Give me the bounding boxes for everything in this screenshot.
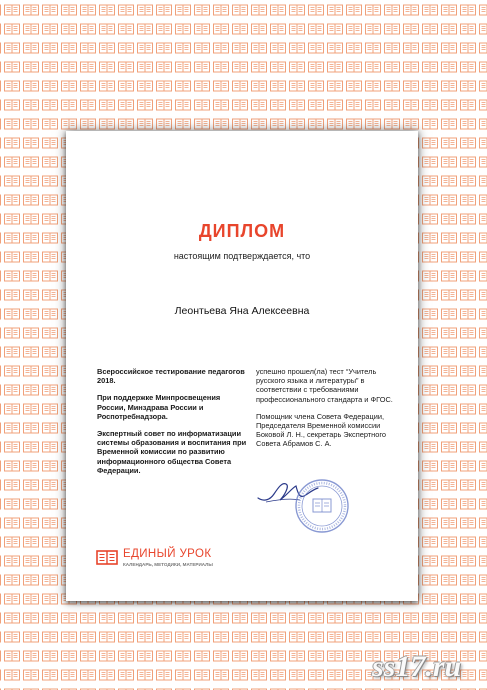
logo-tagline: КАЛЕНДАРЬ, МЕТОДИКИ, МАТЕРИАЛЫ [123, 562, 213, 567]
edinyi-urok-logo [96, 548, 286, 572]
diploma-title: ДИПЛОМ [198, 221, 286, 241]
organizer-paragraph: Экспертный совет по информатизации системы образования и воспитания при Временной комиссии по развитию информационного общества Совета Федерации. [97, 429, 247, 475]
recipient-name: Леонтьева Яна Алексеевна [174, 305, 310, 317]
achievement-column [256, 367, 406, 457]
organizers-column [97, 367, 247, 483]
achievement-paragraph: успешно прошел(ла) тест “Учитель русского языка и литературы” в соответствии с требованиями профессионального стандарта и ФГОС. [256, 367, 393, 404]
diploma-subtitle: настоящим подтверждается, что [173, 251, 311, 261]
open-book-icon [96, 550, 118, 566]
signer-paragraph: Помощник члена Совета Федерации, Председателя Временной комиссии Боковой Л. Н., секретарь Экспертного Совета Абрамов С. А. [256, 411, 387, 449]
organizer-paragraph: Всероссийское тестирование педагогов 2018. [97, 367, 245, 386]
logo-name: ЕДИНЫЙ УРОК [123, 548, 212, 560]
site-watermark: ss17.ru [372, 650, 462, 683]
seal-icon [294, 478, 350, 534]
diploma-sheet [66, 131, 418, 601]
organizer-paragraph: При поддержке Минпросвещения России, Минздрава России и Роспотребнадзора. [97, 393, 221, 421]
